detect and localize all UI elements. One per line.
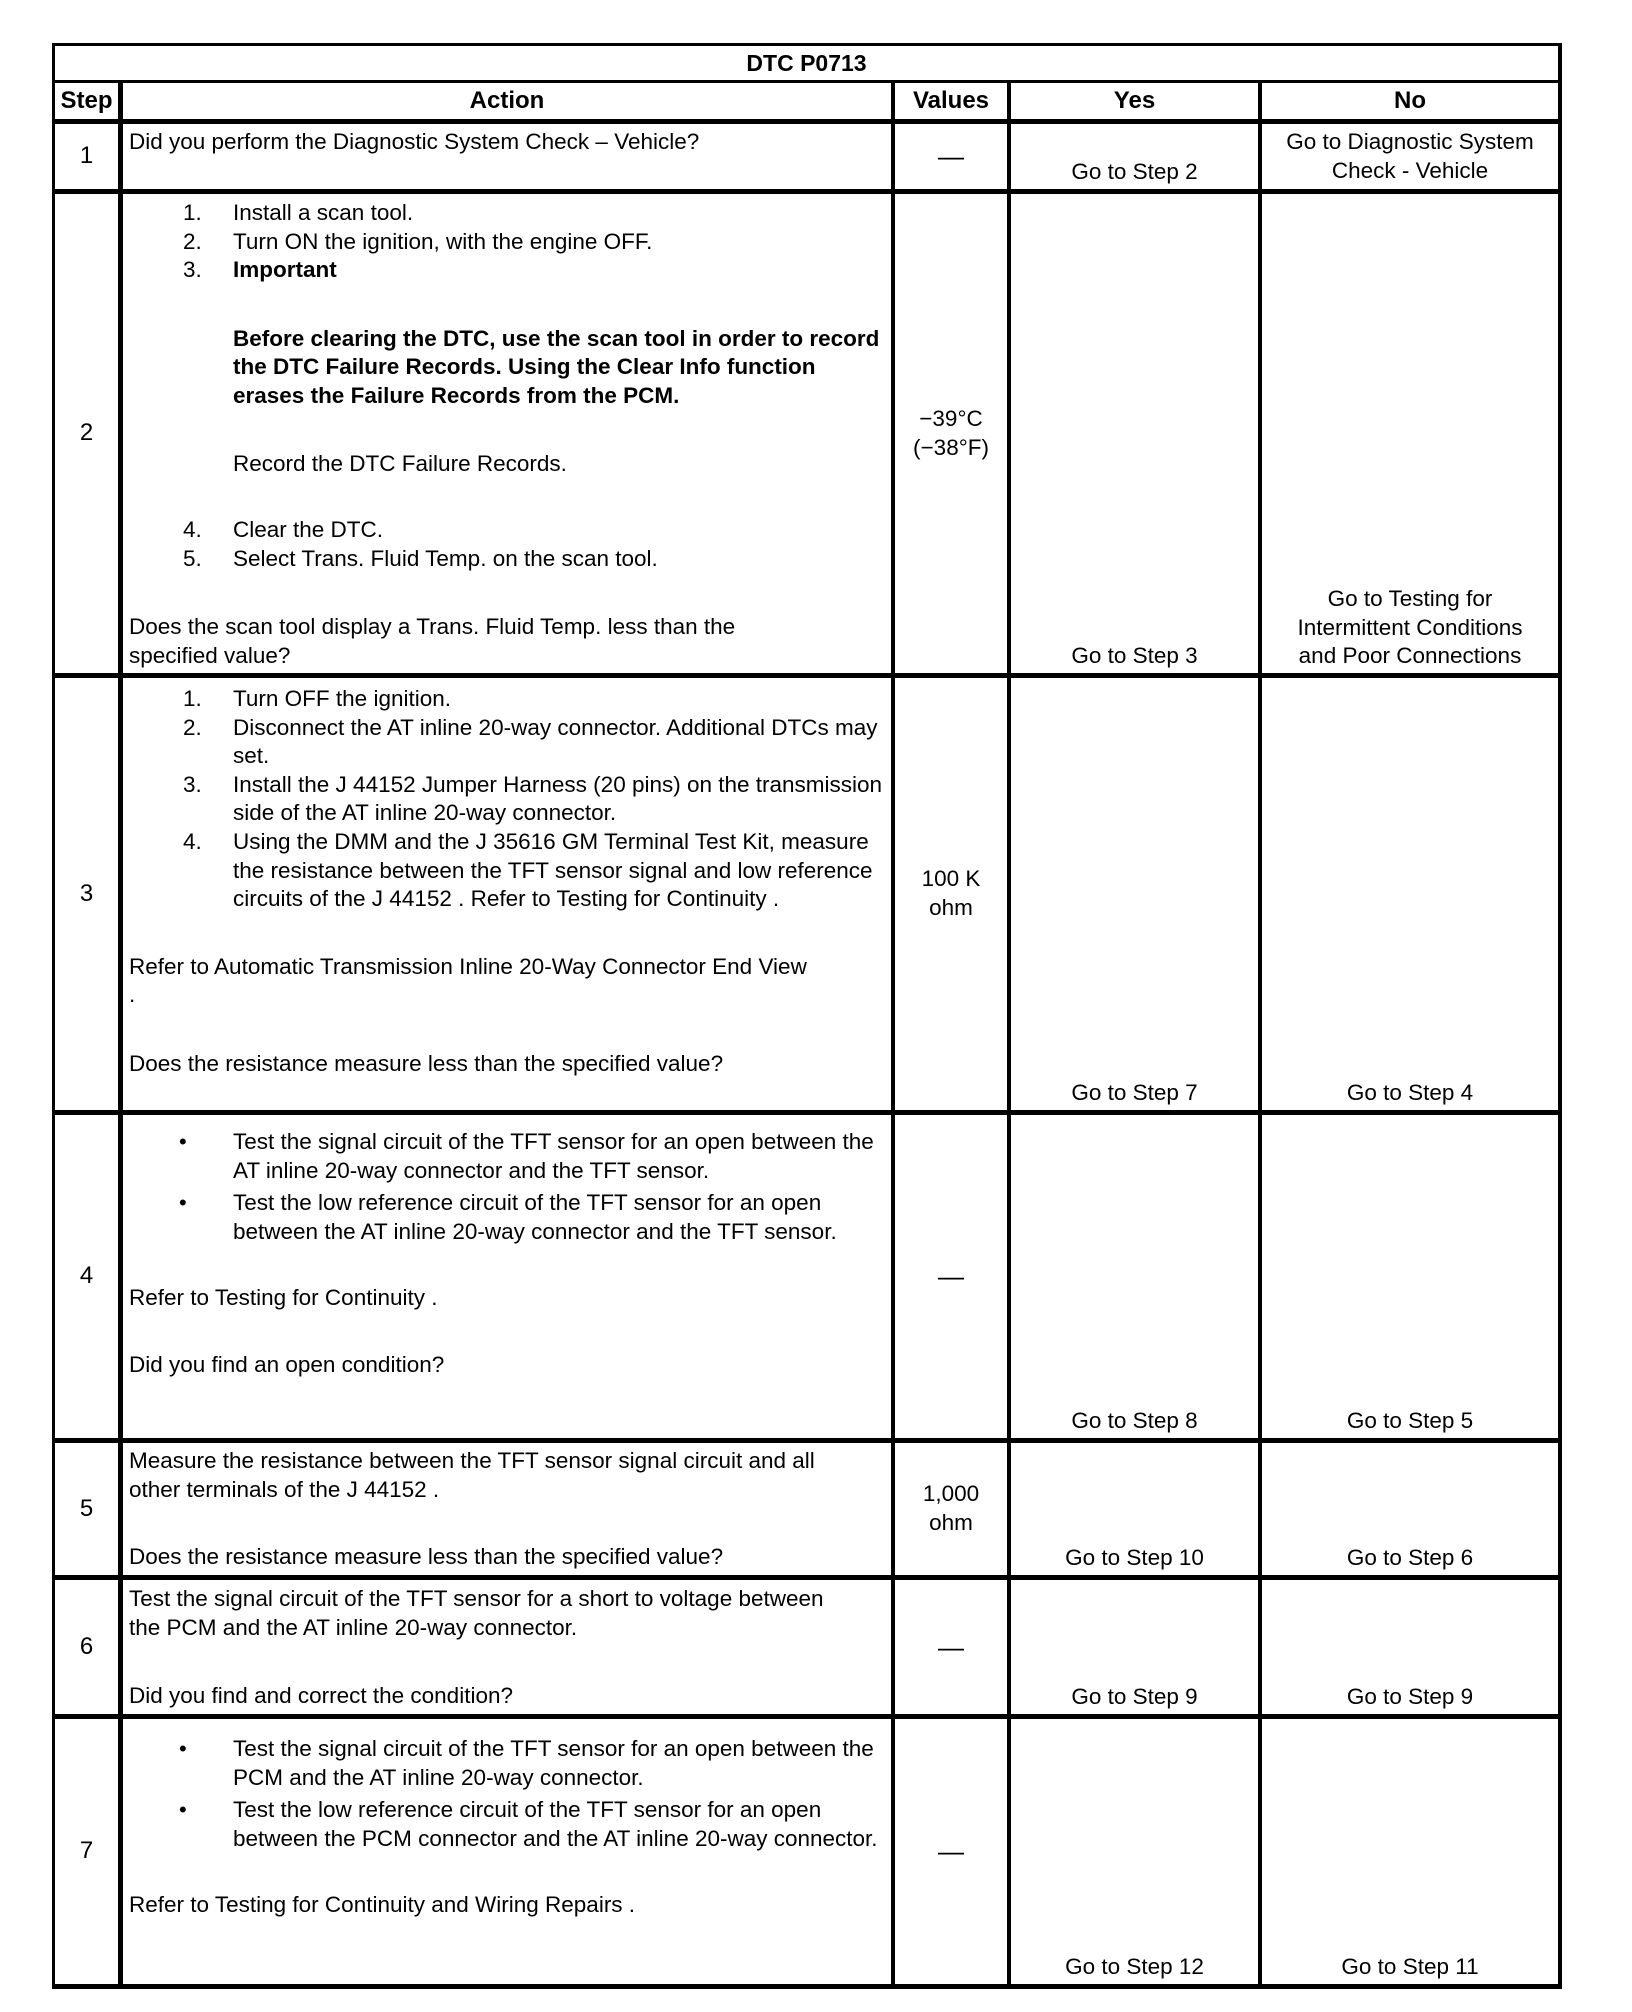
no-cell: [1262, 1443, 1558, 1575]
no-link[interactable]: Go to Testing for Intermittent Conditions and Poor Connections: [1297, 586, 1523, 669]
item-text: Turn OFF the ignition.: [233, 686, 452, 711]
item-text: Clear the DTC.: [233, 517, 384, 543]
yes-cell: [1011, 1443, 1258, 1575]
numbered-item: [129, 771, 887, 828]
bullet-icon: •: [179, 1129, 187, 1154]
yes-cell: [1011, 1719, 1258, 1984]
value-cell: [895, 678, 1007, 1110]
step-number: [55, 1115, 118, 1438]
numbered-item: [129, 685, 887, 714]
step-number-text: 1: [79, 142, 94, 170]
value-cell: [895, 1115, 1007, 1438]
value-text: —: [938, 1836, 964, 1867]
col-header-action: [123, 83, 891, 119]
bullet-item: [129, 1796, 887, 1853]
step-number-text: 2: [79, 419, 94, 447]
item-number: 2.: [183, 714, 202, 740]
no-cell: [1262, 1719, 1558, 1984]
bullet-item: [129, 1128, 887, 1185]
col-header-step-text: Step: [60, 86, 113, 114]
action-question: Did you find an open condition?: [129, 1351, 445, 1377]
reference-tail: .: [129, 982, 136, 1008]
step-number: [55, 1443, 118, 1575]
yes-link[interactable]: Go to Step 10: [1065, 1545, 1204, 1571]
numbered-item: [129, 545, 887, 574]
bullet-icon: •: [179, 1736, 187, 1761]
numbered-item: [129, 714, 887, 771]
step-number: [55, 1580, 118, 1714]
action-question: Did you perform the Diagnostic System Check – Vehicle?: [129, 129, 700, 154]
value-text: ohm: [929, 1510, 973, 1535]
numbered-item: [129, 828, 887, 914]
yes-link[interactable]: Go to Step 2: [1071, 159, 1198, 185]
value-text: (−38°F): [913, 434, 989, 460]
item-number: 4.: [183, 828, 202, 854]
col-header-yes: [1011, 83, 1258, 119]
bullet-icon: •: [179, 1190, 187, 1216]
important-note-text: Before clearing the DTC, use the scan tool in order to record the DTC Failure Records. Using the Clear Info function erases the Failure Records from the PCM.: [233, 325, 880, 408]
action-cell: [123, 1735, 891, 1920]
col-header-no-text: No: [1394, 86, 1426, 114]
item-number: 2.: [183, 228, 202, 254]
col-header-values: [895, 83, 1007, 119]
yes-link[interactable]: Go to Step 3: [1071, 643, 1198, 669]
step-number-text: 4: [79, 1262, 94, 1290]
action-cell: [123, 199, 891, 671]
action-cell: [123, 128, 891, 157]
action-cell: [123, 1128, 891, 1380]
step-number-text: 5: [79, 1494, 94, 1522]
bullet-item: [129, 1189, 887, 1246]
step-number: [55, 1719, 118, 1984]
yes-cell: [1011, 124, 1258, 189]
step-number-text: 3: [79, 879, 94, 907]
no-link[interactable]: Go to Step 11: [1341, 1954, 1479, 1980]
item-text: Disconnect the AT inline 20-way connector. Additional DTCs may set.: [233, 714, 878, 769]
numbered-item: [129, 228, 887, 257]
item-text: Install the J 44152 Jumper Harness (20 pins) on the transmission side of the AT inline 20-way connector.: [233, 771, 883, 826]
item-number: 5.: [183, 545, 202, 571]
no-cell: [1262, 194, 1558, 673]
item-number: 3.: [183, 257, 202, 283]
action-question: Does the resistance measure less than the specified value?: [129, 1050, 724, 1076]
step-number-text: 7: [79, 1837, 94, 1865]
item-number: 3.: [183, 771, 202, 797]
no-cell: [1262, 1580, 1558, 1714]
action-instruction: Test the signal circuit of the TFT sensor for a short to voltage between the PCM and the AT inline 20-way connector.: [129, 1586, 824, 1640]
no-link[interactable]: Go to Step 9: [1346, 1684, 1474, 1710]
yes-cell: [1011, 1580, 1258, 1714]
bullet-item: [129, 1735, 887, 1792]
col-header-step: [55, 83, 118, 119]
table-title-text: DTC P0713: [746, 49, 867, 76]
record-note: [129, 450, 887, 479]
no-cell: [1262, 1115, 1558, 1438]
yes-link[interactable]: Go to Step 8: [1071, 1408, 1198, 1434]
no-link[interactable]: Go to Step 6: [1346, 1545, 1474, 1571]
no-cell: [1262, 678, 1558, 1110]
value-text: —: [938, 1631, 964, 1662]
record-note-text: Record the DTC Failure Records.: [233, 450, 567, 476]
col-header-values-text: Values: [912, 86, 990, 114]
no-cell: [1262, 128, 1558, 185]
col-header-no: [1262, 83, 1558, 119]
numbered-item: [129, 199, 887, 228]
item-text: Test the low reference circuit of the TFT sensor for an open between the PCM connector and the AT inline 20-way connector.: [233, 1797, 878, 1851]
numbered-item: [129, 516, 887, 545]
value-cell: [895, 1580, 1007, 1714]
action-instruction: Measure the resistance between the TFT sensor signal circuit and all other terminals of the J 44152 .: [129, 1448, 815, 1502]
action-cell: [123, 685, 891, 1079]
yes-cell: [1011, 1115, 1258, 1438]
numbered-item: [129, 256, 887, 285]
action-question: Does the resistance measure less than the specified value?: [129, 1544, 724, 1570]
col-header-yes-text: Yes: [1113, 86, 1156, 114]
action-question: Did you find and correct the condition?: [129, 1683, 513, 1709]
value-text: —: [938, 141, 964, 172]
yes-cell: [1011, 678, 1258, 1110]
yes-link[interactable]: Go to Step 9: [1071, 1684, 1198, 1710]
bullet-icon: •: [179, 1797, 187, 1823]
value-text: —: [938, 1261, 964, 1292]
value-cell: [895, 124, 1007, 189]
action-cell: [123, 1585, 891, 1711]
step-number: [55, 678, 118, 1110]
table-title: [55, 46, 1558, 80]
value-text: ohm: [929, 895, 973, 920]
item-number: 4.: [183, 517, 202, 543]
reference-link[interactable]: Refer to Automatic Transmission Inline 20-Way Connector End View: [129, 953, 807, 979]
yes-link[interactable]: Go to Step 7: [1071, 1080, 1198, 1106]
action-cell: [123, 1447, 891, 1572]
important-note: [129, 325, 887, 411]
value-text: −39°C: [919, 405, 983, 431]
reference-link[interactable]: Refer to Testing for Continuity .: [129, 1285, 438, 1311]
item-text: Using the DMM and the J 35616 GM Terminal Test Kit, measure the resistance between the TFT sensor signal and low reference circuits of the J 44152 . Refer to Testing for Continuity .: [233, 828, 873, 912]
rule-right: [1558, 43, 1562, 1989]
action-question: Does the scan tool display a Trans. Fluid Temp. less than the specified value?: [129, 614, 736, 668]
rule-table-bottom: [52, 1984, 1562, 1989]
item-text: Turn ON the ignition, with the engine OFF.: [233, 228, 653, 254]
item-text: Select Trans. Fluid Temp. on the scan tool.: [233, 545, 658, 571]
step-number: [55, 194, 118, 673]
step-number-text: 6: [79, 1632, 94, 1660]
no-link[interactable]: Go to Diagnostic System Check - Vehicle: [1286, 129, 1534, 183]
important-label: Important: [233, 257, 337, 283]
item-number: 1.: [183, 686, 202, 711]
item-text: Test the signal circuit of the TFT sensor for an open between the PCM and the AT inline 20-way connector.: [233, 1736, 874, 1790]
rule-header-bottom: [52, 119, 1562, 124]
no-link[interactable]: Go to Step 5: [1346, 1408, 1474, 1434]
item-text: Test the signal circuit of the TFT sensor for an open between the AT inline 20-way connector and the TFT sensor.: [233, 1129, 874, 1183]
yes-cell: [1011, 194, 1258, 673]
col-header-action-text: Action: [469, 86, 545, 114]
value-text: 1,000: [922, 1481, 980, 1507]
value-cell: [895, 1443, 1007, 1575]
no-link[interactable]: Go to Step 4: [1346, 1080, 1474, 1106]
value-text: 100 K: [921, 866, 981, 892]
yes-link[interactable]: Go to Step 12: [1065, 1954, 1204, 1980]
value-cell: [895, 1719, 1007, 1984]
value-cell: [895, 194, 1007, 673]
item-text: Test the low reference circuit of the TFT sensor for an open between the AT inline 20-way connector and the TFT sensor.: [233, 1190, 837, 1244]
item-text: Install a scan tool.: [233, 200, 414, 225]
reference-link[interactable]: Refer to Testing for Continuity and Wiring Repairs .: [129, 1892, 636, 1918]
step-number: [55, 124, 118, 189]
item-number: 1.: [183, 200, 202, 225]
